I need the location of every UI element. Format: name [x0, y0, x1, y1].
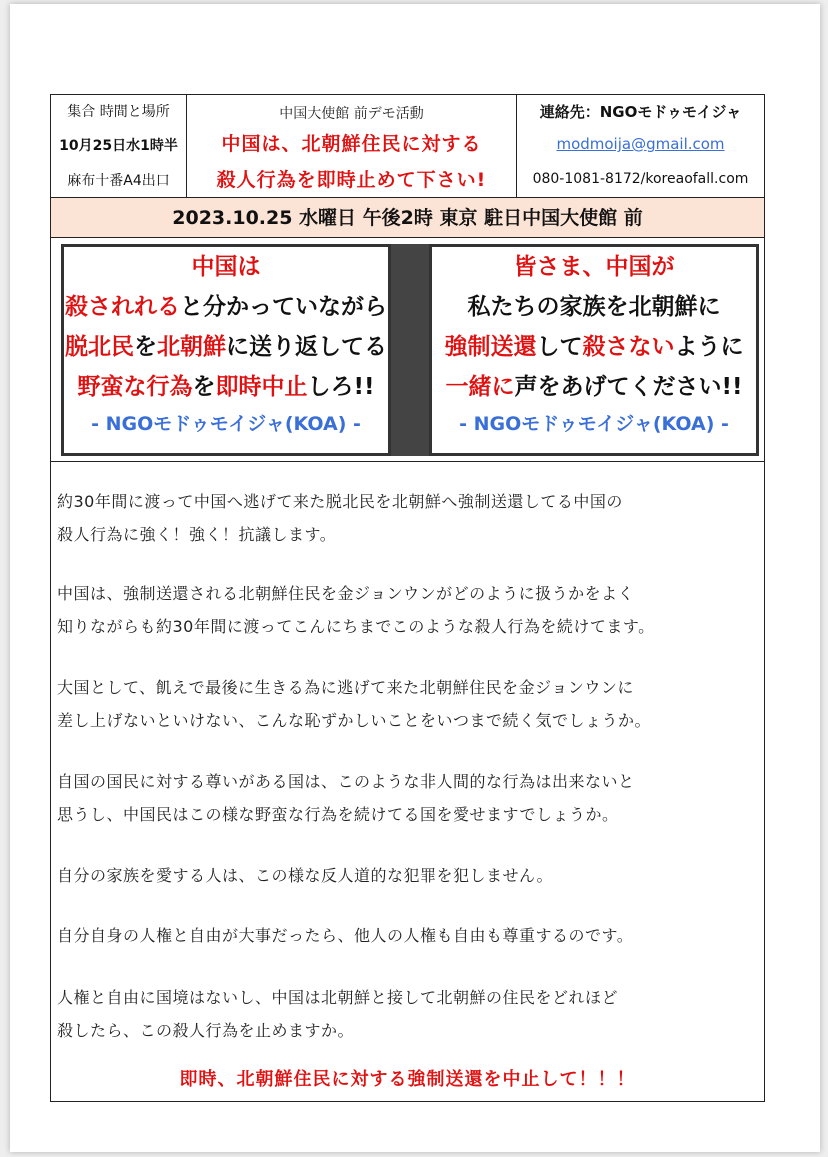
paragraph-line: 大国として、飢えで最後に生きる為に逃げて来た北朝鮮住民を金ジョンウンに — [57, 678, 634, 697]
left-line4-red2: 即時中止 — [215, 374, 308, 400]
left-line4-rest: しろ!! — [307, 374, 375, 400]
left-slogan-panel — [61, 244, 391, 456]
left-line3 — [64, 327, 388, 367]
left-line3-red2: 北朝鮮 — [157, 334, 226, 360]
closing-demand: 即時、北朝鮮住民に対する強制送還を中止して！！！ — [179, 1069, 636, 1090]
left-line4 — [64, 367, 388, 407]
right-line4-red: 一緒に — [445, 374, 515, 400]
paragraph — [57, 765, 757, 831]
left-line4-red1: 野蛮な行為 — [77, 374, 193, 400]
right-line3-red2: 殺さない — [582, 334, 675, 360]
flyer-frame — [50, 94, 765, 1102]
paragraph-line: 自国の国民に対する尊いがある国は、このような非人間的な行為は出来ないと — [57, 772, 635, 791]
paragraph-line: 殺したら、この殺人行為を止めますか。 — [57, 1021, 355, 1040]
slogan-banner — [51, 238, 764, 462]
left-line4-mid: を — [192, 374, 216, 400]
paragraph-line: 殺人行為に強く！強く！抗議します。 — [57, 525, 337, 544]
document-page — [10, 4, 820, 1152]
date-bar: 2023.10.25 水曜日 午後2時 東京 駐日中国大使館 前 — [51, 198, 764, 238]
left-line1: 中国は — [191, 254, 261, 280]
paragraph — [57, 671, 757, 737]
right-line3-rest: ように — [674, 334, 744, 360]
left-line3-mid: を — [134, 334, 157, 360]
paragraph-line: 人権と自由に国境はないし、中国は北朝鮮と接して北朝鮮の住民をどれほど — [57, 988, 619, 1007]
event-title: 中国大使館 前デモ活動 — [279, 106, 424, 122]
paragraph-line: 差し上げないといけない、こんな恥ずかしいことをいつまで続く気でしょうか。 — [57, 711, 652, 730]
right-line4 — [432, 367, 756, 407]
paragraph — [57, 981, 757, 1047]
headline-line2: 殺人行為を即時止めて下さい! — [216, 169, 487, 191]
right-line3-red1: 強制送還 — [444, 334, 537, 360]
contact-email-link[interactable]: modmoija@gmail.com — [556, 135, 725, 153]
right-line1: 皆さま、中国が — [513, 254, 675, 280]
contact-label: 連絡先：NGOモドゥモイジャ — [539, 103, 742, 121]
paragraph-line: 知りながらも約30年間に渡ってこんにちまでこのような殺人行為を続けてます。 — [57, 617, 655, 636]
left-line2-rest: と分かっていながら — [180, 294, 387, 320]
paragraph-line: 自分自身の人権と自由が大事だったら、他人の人権も自由も尊重するのです。 — [57, 926, 634, 945]
left-line3-red1: 脱北民 — [65, 334, 134, 360]
paragraph — [57, 485, 757, 551]
right-slogan-panel — [429, 244, 759, 456]
headline-line1: 中国は、北朝鮮住民に対する — [221, 133, 482, 155]
contact-phone: 080-1081-8172/koreaofall.com — [532, 171, 749, 187]
right-line3 — [432, 327, 756, 367]
paragraph-line: 自分の家族を愛する人は、この様な反人道的な犯罪を犯しません。 — [57, 866, 553, 885]
paragraph-line: 中国は、強制送還される北朝鮮住民を金ジョンウンがどのように扱うかをよく — [57, 584, 635, 603]
left-line2-red: 殺されれる — [65, 294, 180, 320]
right-line2: 私たちの家族を北朝鮮に — [467, 294, 721, 320]
assembly-label: 集合 時間と場所 — [67, 104, 170, 120]
paragraph-line: 思うし、中国民はこの様な野蛮な行為を続けてる国を愛せますでしょうか。 — [57, 805, 619, 824]
paragraph — [57, 919, 757, 952]
event-cell — [187, 95, 517, 197]
left-line2 — [64, 287, 388, 327]
paragraph — [57, 859, 757, 892]
paragraph — [57, 577, 757, 643]
right-line3-mid: して — [536, 334, 583, 360]
banner-divider — [389, 244, 431, 456]
right-signature: - NGOモドゥモイジャ(KOA) - — [459, 413, 729, 435]
contact-cell — [517, 95, 764, 197]
left-line3-rest: に送り返してる — [226, 334, 387, 360]
left-signature: - NGOモドゥモイジャ(KOA) - — [91, 413, 361, 435]
assembly-cell — [51, 95, 187, 197]
header-table — [51, 95, 764, 198]
right-line4-rest: 声をあげてください!! — [514, 374, 743, 400]
paragraph-line: 約30年間に渡って中国へ逃げて来た脱北民を北朝鮮へ強制送還してる中国の — [57, 492, 623, 511]
assembly-time: 10月25日水1時半 — [59, 138, 178, 154]
assembly-place: 麻布十番A4出口 — [67, 173, 170, 189]
